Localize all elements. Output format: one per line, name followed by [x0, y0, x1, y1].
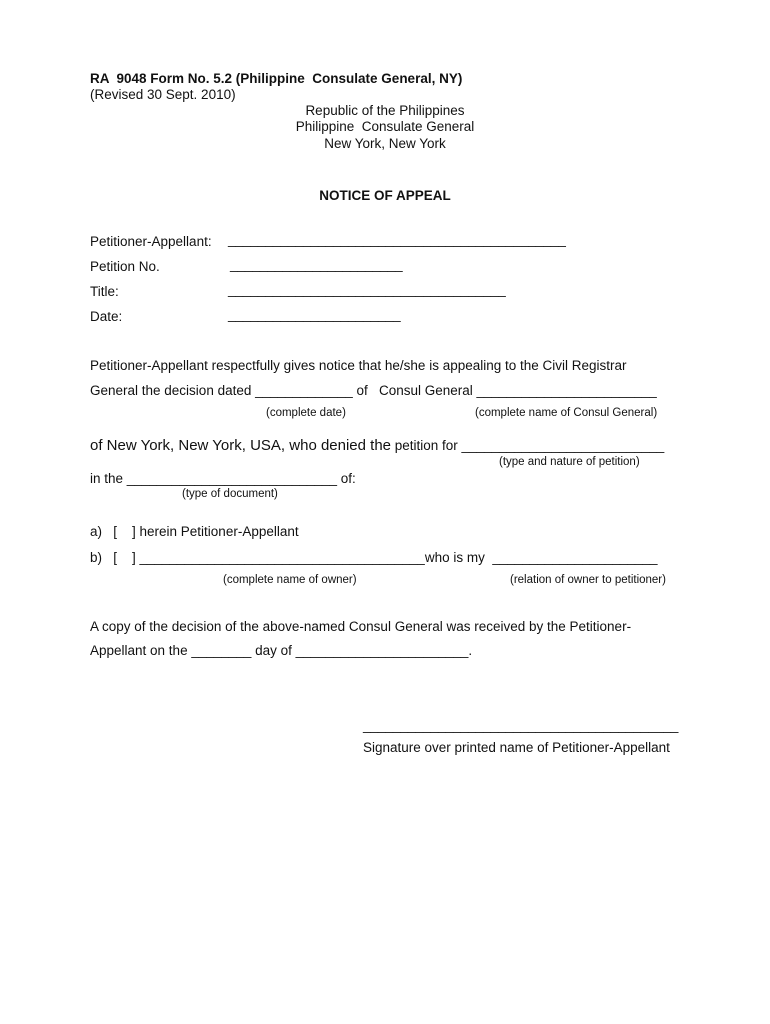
- denied-line-petition: petition for ___________________________: [391, 438, 665, 453]
- appeal-paragraph-line2: General the decision dated _____________ of Consul General ________________________: [90, 383, 657, 398]
- signature-caption: Signature over printed name of Petitioner-Appellant: [363, 740, 670, 755]
- copy-received-line1: A copy of the decision of the above-named Consul General was received by the Petitioner-: [90, 619, 632, 634]
- field-label-date: Date:: [90, 309, 123, 324]
- org-line-republic: Republic of the Philippines: [305, 103, 465, 118]
- denied-line: [90, 437, 664, 455]
- field-blank-petitioner[interactable]: _____________________________________________: [228, 232, 566, 247]
- in-the-line: in the ____________________________ of:: [90, 471, 356, 486]
- org-line-consulate: Philippine Consulate General: [295, 119, 475, 134]
- appeal-paragraph-line1: Petitioner-Appellant respectfully gives notice that he/she is appealing to the Civil Registrar: [90, 358, 627, 373]
- signature-line[interactable]: __________________________________________: [363, 718, 679, 733]
- form-title: RA 9048 Form No. 5.2 (Philippine Consulate General, NY): [90, 71, 463, 86]
- hint-petition-type: (type and nature of petition): [499, 456, 640, 468]
- field-blank-date[interactable]: _______________________: [228, 307, 401, 322]
- hint-relation: (relation of owner to petitioner): [510, 574, 666, 586]
- page-title: NOTICE OF APPEAL: [319, 188, 451, 203]
- copy-received-line2: Appellant on the ________ day of _______________________.: [90, 643, 473, 658]
- denied-line-start: of New York, New York, USA, who denied the: [90, 437, 392, 454]
- field-label-petition-no: Petition No.: [90, 259, 160, 274]
- field-label-petitioner: Petitioner-Appellant:: [90, 234, 212, 249]
- hint-complete-date: (complete date): [266, 407, 346, 419]
- hint-document-type: (type of document): [182, 488, 278, 500]
- option-b-checkbox[interactable]: b) [ ] ______________________________________who is my ______________________: [90, 550, 658, 565]
- hint-owner-name: (complete name of owner): [223, 574, 357, 586]
- field-blank-title[interactable]: _____________________________________: [228, 282, 506, 297]
- option-a-checkbox[interactable]: a) [ ] herein Petitioner-Appellant: [90, 524, 299, 539]
- field-label-title: Title:: [90, 284, 119, 299]
- field-blank-petition-no[interactable]: _______________________: [230, 257, 403, 272]
- hint-consul-name: (complete name of Consul General): [475, 407, 658, 419]
- revision-date: (Revised 30 Sept. 2010): [90, 87, 236, 102]
- org-line-city: New York, New York: [324, 136, 446, 151]
